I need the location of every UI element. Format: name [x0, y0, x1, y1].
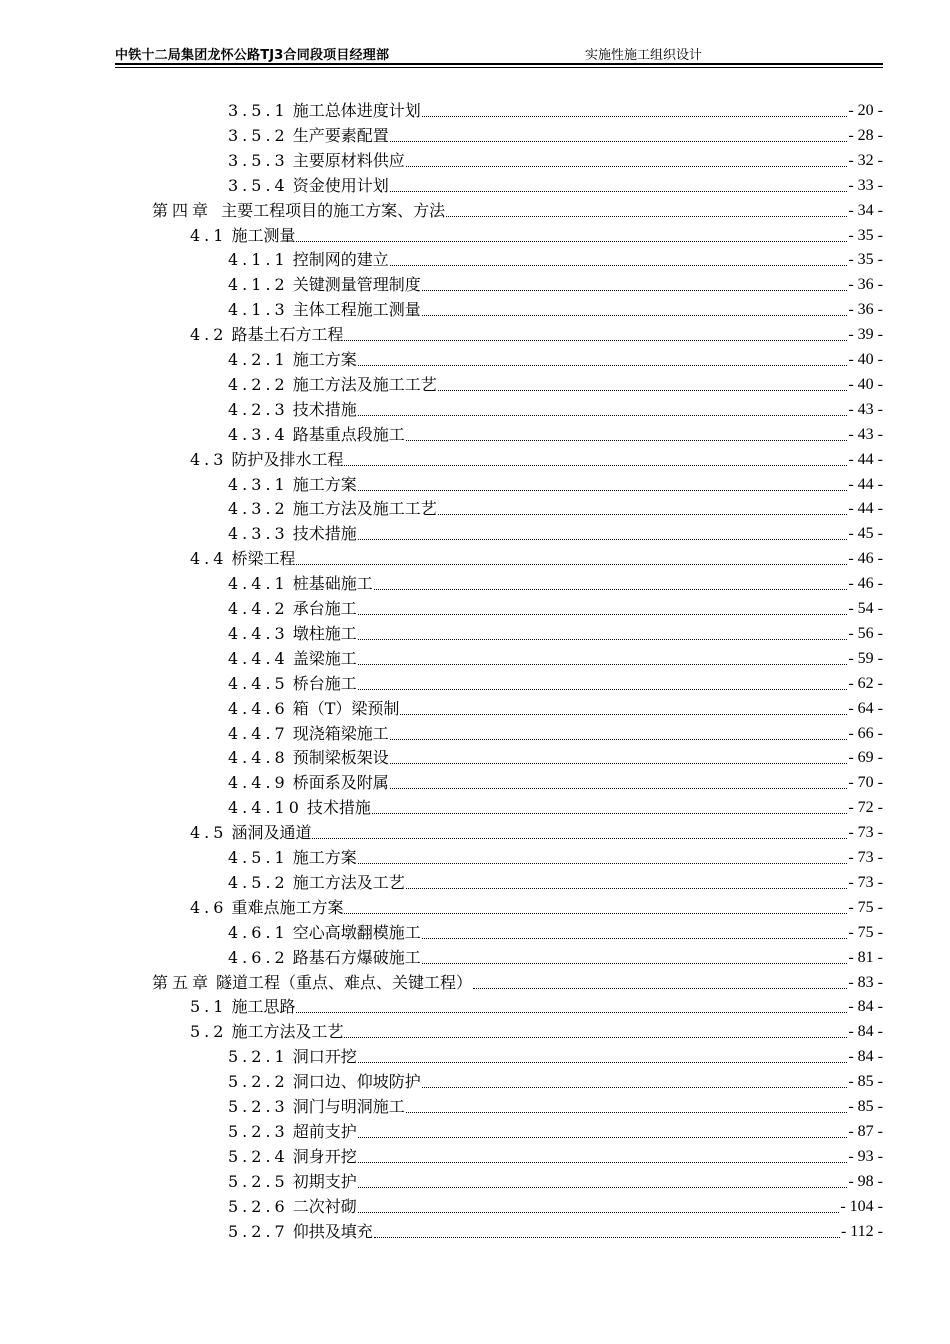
- toc-entry-page: - 104 -: [840, 1197, 883, 1215]
- toc-entry-title: 箱（T）梁预制: [292, 698, 400, 718]
- toc-entry-page: - 72 -: [848, 799, 883, 817]
- toc-entry-number: 4.4: [190, 549, 228, 569]
- toc-entry-label: [228, 1097, 406, 1117]
- toc-dot-leader: [374, 1236, 840, 1238]
- toc-entry-number: 3.5.2: [228, 125, 289, 145]
- toc-entry[interactable]: [228, 395, 883, 420]
- toc-entry-label: [152, 201, 446, 221]
- toc-entry-page: - 54 -: [848, 600, 883, 617]
- toc-dot-leader: [422, 314, 848, 316]
- toc-entry-number: 4.3.1: [228, 474, 289, 494]
- toc-entry-label: [228, 1172, 358, 1192]
- toc-entry-label: [228, 101, 422, 121]
- toc-entry-number: 5.2.6: [228, 1196, 289, 1216]
- toc-entry[interactable]: [228, 121, 883, 146]
- toc-entry-number: 4.2.2: [228, 374, 289, 394]
- toc-dot-leader: [473, 987, 847, 989]
- toc-dot-leader: [372, 812, 847, 814]
- toc-dot-leader: [400, 713, 847, 715]
- toc-entry-number: 5.2.3: [228, 1097, 289, 1116]
- toc-entry-label: [228, 674, 358, 694]
- toc-entry-page: - 75 -: [848, 898, 883, 916]
- toc-dot-leader: [296, 1011, 847, 1013]
- toc-entry-number: 4.2.1: [228, 350, 289, 369]
- toc-dot-leader: [358, 688, 848, 690]
- toc-entry-label: [228, 649, 358, 669]
- toc-entry-title: 生产要素配置: [292, 125, 389, 145]
- toc-entry[interactable]: [228, 619, 883, 644]
- toc-entry[interactable]: [228, 743, 883, 768]
- toc-entry-number: 3.5.3: [228, 150, 289, 170]
- toc-entry[interactable]: [228, 270, 883, 295]
- toc-entry[interactable]: [190, 893, 883, 918]
- toc-entry[interactable]: [228, 1167, 883, 1192]
- toc-dot-leader: [422, 289, 848, 291]
- toc-entry-label: [228, 699, 400, 719]
- toc-entry-title: 二次衬砌: [292, 1196, 357, 1216]
- toc-entry[interactable]: [228, 669, 883, 694]
- toc-dot-leader: [296, 563, 847, 565]
- toc-entry-title: 盖梁施工: [292, 648, 357, 668]
- toc-dot-leader: [358, 1186, 848, 1188]
- toc-entry[interactable]: [228, 943, 883, 968]
- toc-entry[interactable]: [228, 146, 883, 171]
- toc-dot-leader: [390, 264, 848, 266]
- toc-entry-label: [190, 450, 344, 470]
- toc-entry-label: [228, 275, 422, 295]
- toc-entry-label: [152, 973, 473, 993]
- toc-entry[interactable]: [228, 793, 883, 818]
- toc-dot-leader: [406, 887, 848, 889]
- toc-entry[interactable]: [190, 992, 883, 1017]
- toc-entry[interactable]: [152, 196, 883, 221]
- toc-entry-label: [228, 923, 422, 943]
- toc-entry[interactable]: [228, 569, 883, 594]
- toc-entry-title: 主要工程项目的施工方案、方法: [216, 200, 446, 220]
- toc-entry-page: - 112 -: [840, 1222, 883, 1240]
- toc-entry[interactable]: [228, 345, 883, 370]
- toc-entry-title: 施工方法及工艺: [231, 1022, 344, 1042]
- toc-entry-label: [228, 1147, 358, 1167]
- toc-entry-title: 洞口开挖: [292, 1047, 357, 1067]
- toc-entry[interactable]: [228, 1067, 883, 1092]
- toc-entry-page: - 81 -: [848, 948, 883, 966]
- toc-entry-page: - 43 -: [848, 400, 883, 418]
- toc-entry-page: - 33 -: [848, 176, 883, 194]
- header-rule-thick: [115, 63, 883, 65]
- toc-entry-title: 洞身开挖: [292, 1146, 357, 1166]
- toc-entry-title: 防护及排水工程: [231, 449, 344, 469]
- toc-entry-label: [228, 748, 390, 768]
- toc-entry-title: 初期支护: [292, 1171, 357, 1191]
- toc-entry-title: 洞口边、仰坡防护: [292, 1072, 421, 1092]
- toc-entry-label: [228, 350, 358, 370]
- toc-entry-title: 主体工程施工测量: [292, 300, 421, 320]
- toc-entry-label: [228, 574, 374, 594]
- toc-entry-number: 5.2.2: [228, 1072, 289, 1092]
- toc-entry-label: [228, 524, 358, 544]
- toc-entry-title: 路基土石方工程: [231, 325, 344, 345]
- toc-entry-page: - 73 -: [848, 849, 883, 866]
- toc-entry-number: 5.2.1: [228, 1047, 289, 1067]
- toc-entry[interactable]: [228, 644, 883, 669]
- toc-dot-leader: [358, 862, 848, 864]
- toc-entry-label: [228, 375, 438, 395]
- toc-entry-label: [190, 997, 296, 1017]
- toc-entry-title: 桥台施工: [292, 673, 357, 693]
- toc-entry-page: - 84 -: [848, 1048, 883, 1066]
- toc-dot-leader: [406, 439, 848, 441]
- toc-entry-title: 隧道工程（重点、难点、关键工程）: [216, 972, 473, 992]
- toc-dot-leader: [358, 1211, 840, 1213]
- toc-dot-leader: [438, 389, 848, 391]
- toc-dot-leader: [422, 937, 848, 939]
- toc-dot-leader: [358, 414, 848, 416]
- toc-entry-title: 涵洞及通道: [231, 823, 312, 843]
- toc-entry[interactable]: [228, 768, 883, 793]
- toc-entry-page: - 73 -: [848, 824, 883, 842]
- toc-entry-title: 桥梁工程: [231, 549, 296, 569]
- toc-entry[interactable]: [190, 544, 883, 569]
- toc-dot-leader: [358, 1161, 848, 1163]
- toc-entry-label: [228, 400, 358, 420]
- toc-entry-label: [228, 724, 390, 744]
- toc-dot-leader: [358, 638, 848, 640]
- toc-dot-leader: [390, 762, 848, 764]
- toc-entry-number: 4.4.5: [228, 673, 289, 693]
- toc-entry-number: 4.3: [190, 449, 228, 469]
- toc-entry-page: - 40 -: [848, 375, 883, 393]
- toc-dot-leader: [406, 1111, 848, 1113]
- toc-entry-number: 5.2: [190, 1022, 228, 1042]
- toc-entry-label: [228, 151, 406, 171]
- toc-entry-page: - 66 -: [848, 724, 883, 742]
- toc-entry-title: 现浇箱梁施工: [292, 723, 389, 743]
- toc-entry[interactable]: [190, 818, 883, 843]
- toc-dot-leader: [344, 339, 847, 341]
- toc-entry-label: [228, 948, 422, 968]
- toc-entry-page: - 46 -: [848, 575, 883, 593]
- toc-entry-page: - 84 -: [848, 998, 883, 1016]
- toc-entry[interactable]: [228, 868, 883, 893]
- toc-entry-number: 4.1.3: [228, 300, 289, 320]
- toc-dot-leader: [358, 1136, 848, 1138]
- toc-entry[interactable]: [228, 295, 883, 320]
- toc-entry-number: 4.4.1: [228, 574, 289, 594]
- toc-entry-label: [228, 798, 372, 818]
- toc-entry[interactable]: [190, 1017, 883, 1042]
- toc-entry-title: 资金使用计划: [292, 175, 389, 195]
- toc-entry-title: 施工方法及施工工艺: [292, 499, 437, 519]
- toc-entry[interactable]: [228, 470, 883, 495]
- toc-dot-leader: [358, 489, 848, 491]
- toc-entry-title: 技术措施: [292, 524, 357, 544]
- toc-entry-page: - 44 -: [848, 500, 883, 518]
- toc-entry[interactable]: [228, 918, 883, 943]
- toc-entry[interactable]: [228, 719, 883, 744]
- toc-entry-page: - 73 -: [848, 873, 883, 891]
- toc-entry[interactable]: [152, 968, 883, 993]
- toc-dot-leader: [438, 513, 848, 515]
- toc-dot-leader: [358, 613, 848, 615]
- toc-entry-label: [228, 176, 390, 196]
- toc-entry-number: 4.4.2: [228, 599, 289, 618]
- toc-entry-label: [228, 1222, 374, 1242]
- toc-dot-leader: [358, 364, 848, 366]
- toc-entry-title: 重难点施工方案: [231, 897, 344, 917]
- toc-dot-leader: [446, 215, 847, 217]
- toc-entry-title: 主要原材料供应: [292, 150, 405, 170]
- toc-entry-title: 墩柱施工: [292, 623, 357, 643]
- toc-entry-title: 超前支护: [292, 1121, 357, 1141]
- toc-entry-label: [228, 300, 422, 320]
- toc-entry[interactable]: [228, 1217, 883, 1242]
- toc-dot-leader: [344, 1036, 847, 1038]
- toc-entry[interactable]: [228, 494, 883, 519]
- toc-entry-page: - 44 -: [848, 475, 883, 493]
- toc-entry-label: [228, 499, 438, 519]
- toc-entry-label: [228, 599, 358, 619]
- toc-entry[interactable]: [190, 320, 883, 345]
- toc-entry[interactable]: [228, 1117, 883, 1142]
- toc-entry-title: 施工方案: [292, 848, 357, 867]
- toc-entry-title: 施工方案: [292, 474, 357, 494]
- toc-entry-page: - 84 -: [848, 1023, 883, 1041]
- toc-entry-title: 施工总体进度计划: [292, 101, 421, 120]
- toc-entry-number: 4.1.2: [228, 275, 289, 295]
- toc-entry-number: 4.6.1: [228, 922, 289, 942]
- toc-dot-leader: [344, 912, 847, 914]
- toc-entry[interactable]: [228, 843, 883, 868]
- toc-entry-number: 5.2.3: [228, 1121, 289, 1141]
- toc-entry-title: 控制网的建立: [292, 250, 389, 270]
- toc-dot-leader: [390, 140, 848, 142]
- toc-dot-leader: [390, 738, 848, 740]
- toc-entry-number: 4.4.10: [228, 798, 303, 818]
- toc-dot-leader: [344, 464, 847, 466]
- toc-entry-label: [228, 624, 358, 644]
- toc-entry-number: 4.5: [190, 823, 228, 843]
- toc-entry-page: - 35 -: [848, 251, 883, 269]
- toc-dot-leader: [358, 1061, 848, 1063]
- toc-entry-number: 4.2: [190, 325, 228, 345]
- toc-entry-page: - 28 -: [848, 126, 883, 144]
- toc-entry-number: 4.4.3: [228, 623, 289, 643]
- toc-entry-page: - 85 -: [848, 1073, 883, 1091]
- toc-entry-page: - 69 -: [848, 749, 883, 767]
- toc-entry-title: 施工方法及施工工艺: [292, 374, 437, 394]
- toc-entry[interactable]: [228, 594, 883, 619]
- toc-entry[interactable]: [228, 245, 883, 270]
- toc-entry-label: [228, 773, 390, 793]
- toc-entry-number: 4.6.2: [228, 947, 289, 967]
- toc-entry-label: [190, 226, 296, 246]
- toc-entry-page: - 32 -: [848, 151, 883, 169]
- toc-entry-number: 第五章: [152, 972, 213, 992]
- toc-entry-label: [228, 1197, 358, 1217]
- toc-entry-page: - 40 -: [848, 351, 883, 368]
- toc-entry-number: 4.4.4: [228, 648, 289, 668]
- toc-entry-label: [190, 898, 344, 918]
- toc-entry-label: [228, 1122, 358, 1142]
- toc-entry-page: - 20 -: [848, 102, 883, 119]
- toc-dot-leader: [312, 837, 847, 839]
- toc-entry-number: 4.1: [190, 225, 228, 245]
- toc-entry[interactable]: [228, 420, 883, 445]
- toc-entry[interactable]: [228, 370, 883, 395]
- toc-entry[interactable]: [190, 445, 883, 470]
- toc-entry-title: 路基重点段施工: [292, 424, 405, 444]
- header-right: 实施性施工组织设计: [585, 48, 703, 63]
- toc-dot-leader: [296, 240, 847, 242]
- toc-entry-number: 4.5.2: [228, 872, 289, 892]
- toc-entry-label: [190, 1022, 344, 1042]
- toc-entry-label: [228, 425, 406, 445]
- toc-entry-page: - 34 -: [848, 201, 883, 219]
- toc-entry[interactable]: [190, 221, 883, 246]
- toc-entry-page: - 64 -: [848, 699, 883, 717]
- toc-entry-number: 4.5.1: [228, 848, 289, 867]
- toc-entry[interactable]: [228, 1092, 883, 1117]
- toc-entry-page: - 56 -: [848, 624, 883, 642]
- toc-entry-number: 4.1.1: [228, 250, 289, 270]
- toc-entry[interactable]: [228, 96, 883, 121]
- toc-entry-title: 承台施工: [292, 599, 357, 618]
- toc-dot-leader: [422, 1086, 848, 1088]
- toc-entry-number: 4.4.6: [228, 698, 289, 718]
- toc-entry[interactable]: [228, 1142, 883, 1167]
- toc-entry-title: 技术措施: [306, 798, 371, 818]
- toc-entry-number: 5.2.5: [228, 1171, 289, 1191]
- toc-entry-title: 桥面系及附属: [292, 773, 389, 793]
- header-rule-thin: [115, 67, 883, 68]
- toc-dot-leader: [390, 190, 848, 192]
- toc-entry-title: 路基石方爆破施工: [292, 947, 421, 967]
- toc-entry-label: [228, 1072, 422, 1092]
- toc-entry-title: 空心高墩翻模施工: [292, 922, 421, 942]
- toc-dot-leader: [358, 663, 848, 665]
- toc-entry-page: - 75 -: [848, 923, 883, 941]
- toc-entry-label: [190, 549, 296, 569]
- toc-entry-number: 4.4.7: [228, 723, 289, 743]
- toc-entry-number: 3.5.1: [228, 101, 289, 120]
- toc-dot-leader: [358, 538, 848, 540]
- toc-entry-label: [228, 475, 358, 495]
- toc-entry-title: 仰拱及填充: [292, 1221, 373, 1241]
- toc-entry-page: - 36 -: [848, 301, 883, 319]
- toc-entry[interactable]: [228, 1042, 883, 1067]
- toc-entry-number: 5.2.7: [228, 1221, 289, 1241]
- toc-entry-title: 桩基础施工: [292, 574, 373, 594]
- toc-entry-page: - 98 -: [848, 1172, 883, 1190]
- toc-dot-leader: [374, 588, 848, 590]
- toc-entry-label: [228, 126, 390, 146]
- toc-entry-page: - 46 -: [848, 550, 883, 568]
- toc-dot-leader: [406, 165, 848, 167]
- toc-entry-title: 施工方案: [292, 350, 357, 369]
- toc-entry-label: [190, 823, 312, 843]
- page-header: [115, 44, 883, 64]
- toc-entry-title: 预制梁板架设: [292, 748, 389, 768]
- toc-entry-label: [228, 848, 358, 868]
- toc-entry-number: 4.3.4: [228, 424, 289, 444]
- toc-entry-page: - 83 -: [848, 973, 883, 991]
- toc-entry-page: - 45 -: [848, 525, 883, 543]
- toc-entry-number: 3.5.4: [228, 175, 289, 195]
- toc-entry-page: - 93 -: [848, 1147, 883, 1165]
- toc-entry-page: - 85 -: [848, 1098, 883, 1115]
- toc-entry[interactable]: [228, 171, 883, 196]
- header-left: 中铁十二局集团龙怀公路TJ3合同段项目经理部: [115, 48, 390, 63]
- toc-entry-number: 4.4.9: [228, 773, 289, 793]
- toc-entry-number: 4.6: [190, 897, 228, 917]
- toc-entry-page: - 62 -: [848, 674, 883, 692]
- toc-entry-title: 施工测量: [231, 225, 296, 245]
- toc-entry-number: 4.3.2: [228, 499, 289, 519]
- toc-entry-page: - 36 -: [848, 276, 883, 294]
- toc-entry-label: [228, 873, 406, 893]
- toc-entry-number: 5.2.4: [228, 1146, 289, 1166]
- toc-entry[interactable]: [228, 519, 883, 544]
- toc-entry-number: 5.1: [190, 997, 228, 1017]
- toc-entry-title: 技术措施: [292, 399, 357, 419]
- toc-entry-page: - 43 -: [848, 425, 883, 443]
- toc-entry-title: 施工方法及工艺: [292, 872, 405, 892]
- toc-entry-title: 关键测量管理制度: [292, 275, 421, 295]
- toc-entry-page: - 35 -: [848, 226, 883, 244]
- toc-dot-leader: [390, 787, 848, 789]
- toc-entry-page: - 87 -: [848, 1122, 883, 1140]
- toc-entry-page: - 59 -: [848, 649, 883, 667]
- toc-entry-page: - 44 -: [848, 450, 883, 468]
- toc-entry-page: - 70 -: [848, 774, 883, 792]
- toc-entry-title: 施工思路: [231, 997, 296, 1017]
- toc-entry[interactable]: [228, 1192, 883, 1217]
- toc-entry-number: 第四章: [152, 200, 213, 220]
- toc-entry-number: 4.2.3: [228, 399, 289, 419]
- toc-entry-number: 4.4.8: [228, 748, 289, 768]
- toc-dot-leader: [422, 115, 848, 117]
- toc-entry-number: 4.3.3: [228, 524, 289, 544]
- toc-entry[interactable]: [228, 694, 883, 719]
- toc-entry-page: - 39 -: [848, 326, 883, 344]
- toc-entry-label: [190, 325, 344, 345]
- toc-dot-leader: [422, 962, 848, 964]
- toc-entry-label: [228, 250, 390, 270]
- toc-entry-label: [228, 1047, 358, 1067]
- toc-entry-title: 洞门与明洞施工: [292, 1097, 405, 1116]
